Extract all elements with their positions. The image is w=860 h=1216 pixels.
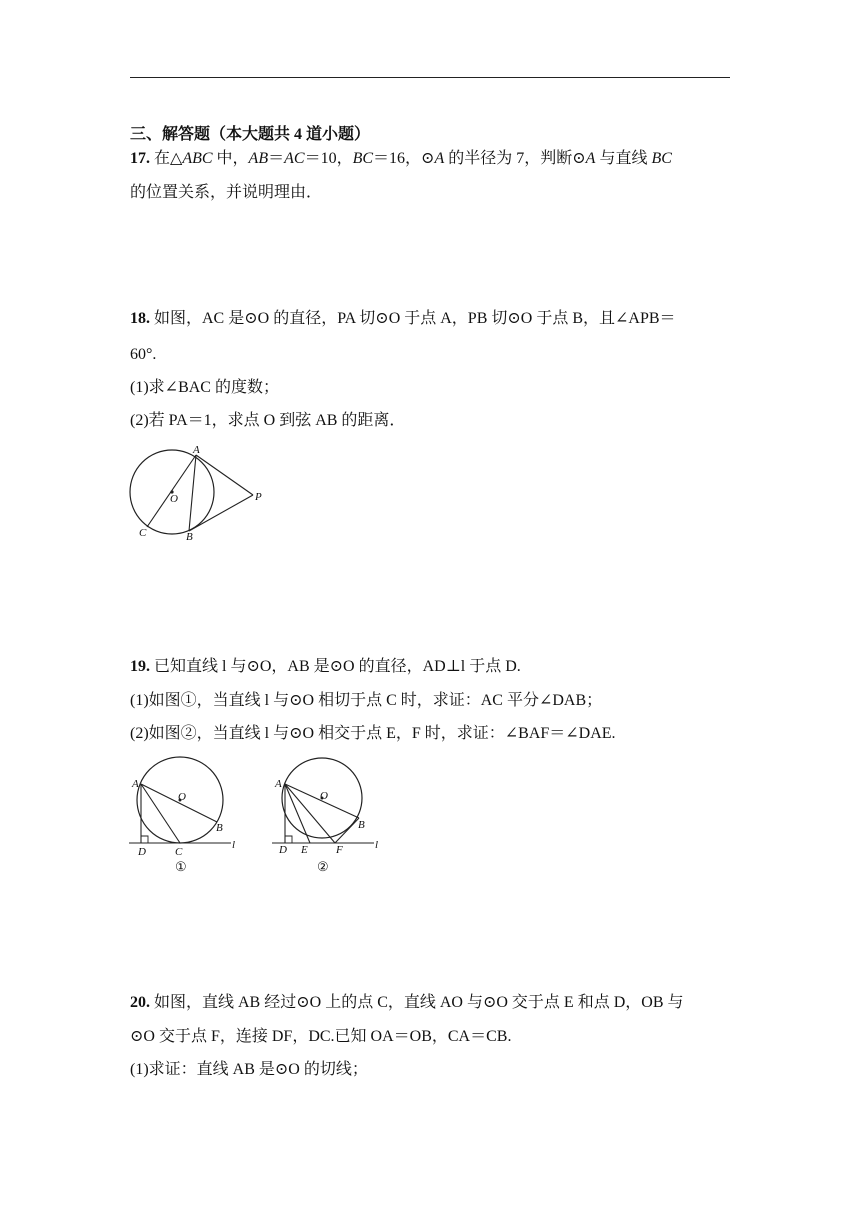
q17-var: AB	[248, 150, 269, 167]
q18-label-P: P	[255, 491, 262, 503]
q19f2-label-O: O	[320, 790, 328, 802]
q19f2-label-F: F	[336, 844, 343, 856]
q19f2-label-E: E	[301, 844, 308, 856]
q19f2-label-D: D	[279, 844, 287, 856]
q19f1-caption: ①	[175, 859, 187, 874]
q19f2-right-angle	[285, 836, 292, 843]
q17-text: 中，	[212, 150, 249, 167]
q17-var: ABC	[182, 150, 213, 167]
q19f1-label-A: A	[132, 778, 139, 790]
q18-line2: 60°.	[130, 346, 157, 363]
q19-line1	[130, 657, 521, 677]
q19-number: 19.	[130, 658, 150, 675]
q19f1-label-O: O	[178, 791, 186, 803]
q17-line1	[130, 149, 672, 169]
q18-text: 如图，AC 是⊙O 的直径，PA 切⊙O 于点 A，PB 切⊙O 于点 B，且∠APB＝	[150, 310, 676, 327]
q19f2-label-A: A	[275, 778, 282, 790]
q18-label-C: C	[139, 527, 147, 539]
header-rule	[130, 77, 730, 78]
q19f1-diameter-AB	[141, 784, 217, 822]
q18-chord-AB	[189, 455, 196, 531]
q18-number: 18.	[130, 310, 150, 327]
q20-line1	[130, 993, 684, 1013]
q17-text: 与直线	[595, 150, 652, 167]
q18-label-O: O	[170, 493, 178, 505]
q17-text: 在△	[150, 150, 183, 167]
q17-line2: 的位置关系，并说明理由．	[130, 184, 323, 201]
q17-text: ＝16，⊙	[373, 150, 435, 167]
q19f2-label-l: l	[375, 839, 379, 851]
q18-figure	[125, 440, 270, 545]
q18-part2: (2)若 PA＝1，求点 O 到弦 AB 的距离．	[130, 412, 406, 429]
q19f2-segment-BF	[335, 818, 359, 843]
q19f2-label-B: B	[358, 819, 365, 831]
q19f1-label-C: C	[175, 846, 183, 858]
q20-number: 20.	[130, 994, 150, 1011]
q19f1-segment-AC	[141, 784, 180, 843]
q17-var: AC	[284, 150, 305, 167]
q17-text: ＝10，	[304, 150, 353, 167]
q19-text: 已知直线 l 与⊙O，AB 是⊙O 的直径，AD⊥l 于点 D.	[150, 658, 521, 675]
q18-label-B: B	[186, 531, 193, 543]
q17-text: ＝	[268, 150, 285, 167]
q18-part1: (1)求∠BAC 的度数；	[130, 379, 279, 396]
section-title: 三、解答题（本大题共 4 道小题）	[130, 126, 371, 143]
q19-part2: (2)如图②，当直线 l 与⊙O 相交于点 E，F 时，求证：∠BAF＝∠DAE.	[130, 725, 616, 742]
q18-tangent-PA	[196, 455, 253, 495]
q17-var: BC	[651, 150, 672, 167]
q19f2-segment-AE	[285, 784, 310, 843]
q20-line2: ⊙O 交于点 F，连接 DF，DC.已知 OA＝OB，CA＝CB.	[130, 1028, 512, 1045]
q17-var: A	[434, 150, 445, 167]
q19-figure-2	[268, 752, 388, 877]
q19f2-caption: ②	[317, 859, 329, 874]
q20-part1: (1)求证：直线 AB 是⊙O 的切线；	[130, 1061, 368, 1078]
q20-text: 如图，直线 AB 经过⊙O 上的点 C，直线 AO 与⊙O 交于点 E 和点 D，OB 与	[150, 994, 684, 1011]
q19f1-label-l: l	[232, 839, 236, 851]
q18-label-A: A	[193, 444, 200, 456]
q17-number: 17.	[130, 150, 150, 167]
q19-part1: (1)如图①，当直线 l 与⊙O 相切于点 C 时，求证：AC 平分∠DAB；	[130, 692, 603, 709]
q19f1-right-angle	[141, 836, 148, 843]
q19-figure-1	[125, 752, 245, 877]
q18-tangent-PB	[189, 495, 253, 531]
q19f1-label-D: D	[138, 846, 146, 858]
q17-text: 的半径为 7，判断⊙	[444, 150, 586, 167]
q18-line1	[130, 309, 676, 329]
q17-var: A	[585, 150, 596, 167]
q17-var: BC	[352, 150, 374, 167]
q19f1-label-B: B	[216, 822, 223, 834]
